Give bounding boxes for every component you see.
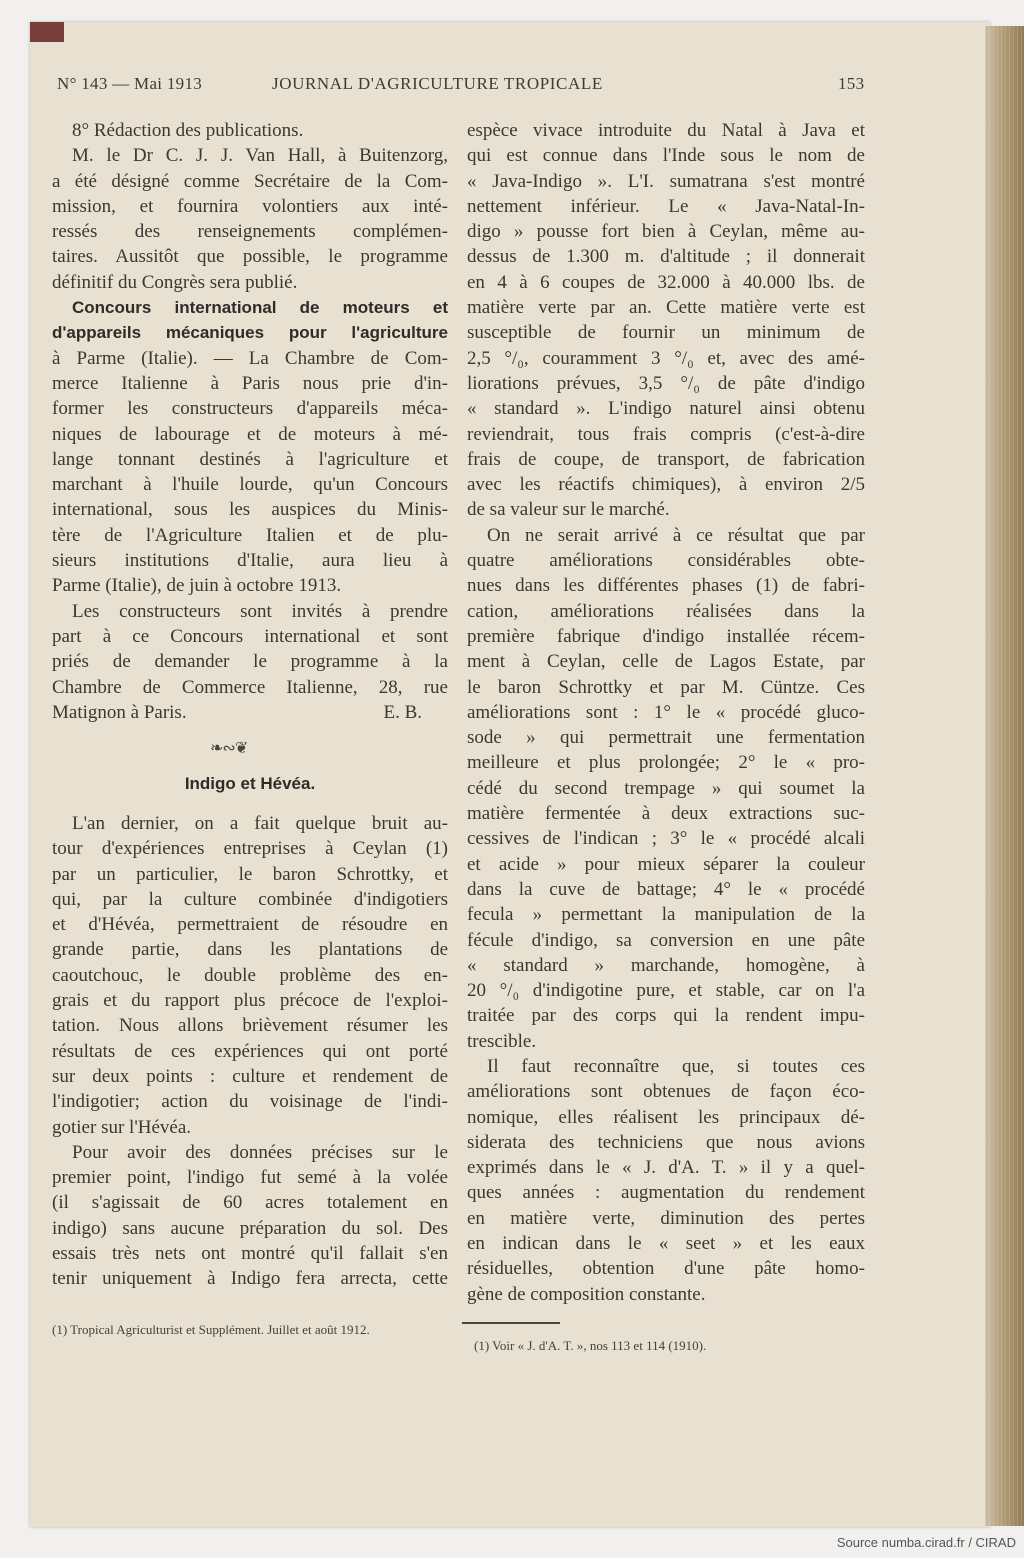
text-line: dessus de 1.300 m. d'altitude ; il donnerait [467,246,865,268]
text-line: nomique, elles réalisent les principaux dé- [467,1106,865,1128]
text-line: gotier sur l'Hévéa. [52,1116,192,1138]
text-line: Les constructeurs sont invités à prendre [72,600,448,622]
text-line: nettement inférieur. Le « Java-Natal-In- [467,195,865,217]
text-line: qui, par la culture combinée d'indigotiers [52,888,448,910]
text-line: 2,5 °/₀, couramment 3 °/₀ et, avec des amé- [467,347,865,369]
text-line: matière fermentée à deux extractions suc- [467,803,865,825]
text-line: merce Italienne à Paris nous prie d'in- [52,372,448,394]
text-line: meilleure et plus prolongée; 2° le « pro- [467,752,865,774]
text-line: sieurs institutions d'Italie, aura lieu à [52,550,448,572]
page-stack-edge [985,26,1024,1526]
text-line: dans la cuve de battage; 4° le « procédé [467,878,865,900]
text-line: former les constructeurs d'appareils méca- [52,398,448,420]
text-line: l'indigotier; action du voisinage de l'indi- [52,1091,448,1113]
text-line: priés de demander le programme à la [52,651,448,673]
journal-title: JOURNAL D'AGRICULTURE TROPICALE [272,74,603,93]
text-line: en indican dans le « seet » et les eaux [467,1233,865,1255]
text-line: gène de composition constante. [467,1283,706,1305]
text-line: essais très nets ont montré qu'il fallait s'en [52,1243,448,1265]
text-line: résultats de ces expériences qui ont porté [52,1040,448,1062]
text-line: sode » qui permettrait une fermentation [467,727,865,749]
text-line: On ne serait arrivé à ce résultat que par [487,524,865,546]
text-line: 20 °/₀ d'indigotine pure, et stable, car on l'a [467,980,865,1002]
text-line: fecula » permettant la manipulation de la [467,904,865,926]
text-line: « standard ». L'indigo naturel ainsi obtenu [467,398,865,420]
text-line: améliorations sont : 1° le « procédé gluco- [467,701,865,723]
text-line: nues dans les différentes phases (1) de fabri- [467,575,865,597]
footnote-rule-right [462,1322,560,1324]
text-line: tenir uniquement à Indigo fera arrecta, cette [52,1268,448,1290]
footnote-right: (1) Voir « J. d'A. T. », nos 113 et 114 (1910). [474,1338,707,1353]
text-line: tour d'expériences entreprises à Ceylan (1) [52,838,448,860]
text-line: sur deux points : culture et rendement de [52,1065,448,1087]
text-line: lange tonnant destinés à l'agriculture et [52,448,448,470]
text-line: international, sous les auspices du Minis- [52,499,448,521]
text-line: marchant à l'huile lourde, qu'un Concours [52,474,448,496]
text-line: ment à Ceylan, celle de Lagos Estate, par [467,651,865,673]
text-line: (il s'agissait de 60 acres totalement en [52,1192,448,1214]
text-line: par un particulier, le baron Schrottky, et [52,863,448,885]
text-line: taires. Aussitôt que possible, le programme [52,246,448,268]
text-line: de sa valeur sur le marché. [467,499,670,521]
text-line: avec les réactifs chimiques), à environ 2/5 [467,474,865,496]
text-line: 8° Rédaction des publications. [72,120,304,141]
text-line: trescible. [467,1030,537,1052]
source-credit: Source numba.cirad.fr / CIRAD [836,1535,1016,1550]
text-line: et d'Hévéa, permettraient de résoudre en [52,914,448,936]
text-line: qui est connue dans l'Inde sous le nom de [467,145,865,167]
text-line: quatre améliorations considérables obte- [467,550,865,572]
text-line: tation. Nous allons brièvement résumer les [52,1015,448,1037]
text-line: d'appareils mécaniques pour l'agriculture [52,323,448,343]
text-line: a été désigné comme Secrétaire de la Com- [52,170,448,192]
text-line [52,700,448,725]
text-line: digo » pousse fort bien à Ceylan, même au- [467,221,865,243]
text-line: susceptible de fournir un minimum de [467,322,865,344]
right-column [467,118,865,1307]
text-line: le baron Schrottky et par M. Cüntze. Ces [467,676,865,698]
text-line: en 4 à 6 coupes de 32.000 à 40.000 lbs. de [467,271,865,293]
text-line: traitée par des corps qui la rendent impu- [467,1005,865,1027]
text-line: Il faut reconnaître que, si toutes ces [487,1055,865,1077]
text-line: Parme (Italie), de juin à octobre 1913. [52,575,342,597]
text-line: « standard » marchande, homogène, à [467,954,865,976]
issue-label: N° 143 — Mai 1913 [57,74,203,93]
text-line: mission, et fournira volontiers aux inté- [52,195,448,217]
signature: E. B. [383,701,422,723]
text-line: améliorations sont obtenues de façon éco- [467,1081,865,1103]
text-line: ressés des renseignements complémen- [52,221,448,243]
text-line: siderata des techniciens que nous avions [467,1131,865,1153]
text-line: cédé du second trempage » qui soumet la [467,777,865,799]
text-line: ques années : augmentation du rendement [467,1182,865,1204]
text-line: frais de coupe, de transport, de fabrication [467,448,865,470]
text-line: première fabrique d'indigo installée récem- [467,625,865,647]
text-line: caoutchouc, le double problème des en- [52,964,448,986]
text-fragment: Matignon à Paris. [52,701,187,723]
text-line: résiduelles, obtention d'une pâte homo- [467,1258,865,1280]
text-line: matière verte par an. Cette matière verte est [467,297,865,319]
text-line: définitif du Congrès sera publié. [52,271,298,293]
text-line: à Parme (Italie). — La Chambre de Com- [52,347,448,369]
left-column-bottom [52,811,448,1292]
text-line: L'an dernier, on a fait quelque bruit au- [72,813,448,834]
ornament-divider: ❧∾❦ [210,740,248,757]
binding-mark [30,22,64,42]
footnote-left: (1) Tropical Agriculturist et Supplément. Juillet et août 1912. [52,1322,370,1337]
text-line: M. le Dr C. J. J. Van Hall, à Buitenzorg, [72,145,448,167]
text-line: reviendrait, tous frais compris (c'est-à-dire [467,423,865,445]
page-number: 153 [838,74,865,93]
text-line: cessives de l'indican ; 3° le « procédé alcali [467,828,865,850]
text-line: part à ce Concours international et sont [52,625,448,647]
text-line: et acide » pour mieux séparer la couleur [467,853,865,875]
text-line: grais et du rapport plus précoce de l'exploi- [52,990,448,1012]
text-line: fécule d'indigo, sa conversion en une pâte [467,929,865,951]
text-line: tère de l'Agriculture Italien et de plu- [52,524,448,546]
text-line: « Java-Indigo ». L'I. sumatrana s'est montré [467,170,865,192]
text-line: exprimés dans le « J. d'A. T. » il y a quel- [467,1157,865,1179]
text-line: Chambre de Commerce Italienne, 28, rue [52,676,448,698]
section-title: Indigo et Hévéa. [184,774,316,793]
text-line: espèce vivace introduite du Natal à Java et [467,120,865,141]
text-line: en matière verte, diminution des pertes [467,1207,865,1229]
text-line: Pour avoir des données précises sur le [72,1141,448,1163]
text-line: liorations prévues, 3,5 °/₀ de pâte d'indigo [467,372,865,394]
text-line: cation, améliorations réalisées dans la [467,600,865,622]
text-line: indigo) sans aucune préparation du sol. Des [52,1217,448,1239]
text-line: grande partie, dans les plantations de [52,939,448,961]
text-line: Concours international de moteurs et [72,298,448,318]
text-line: niques de labourage et de moteurs à mé- [52,423,448,445]
left-column-top [52,118,448,725]
text-line: premier point, l'indigo fut semé à la volée [52,1167,448,1189]
